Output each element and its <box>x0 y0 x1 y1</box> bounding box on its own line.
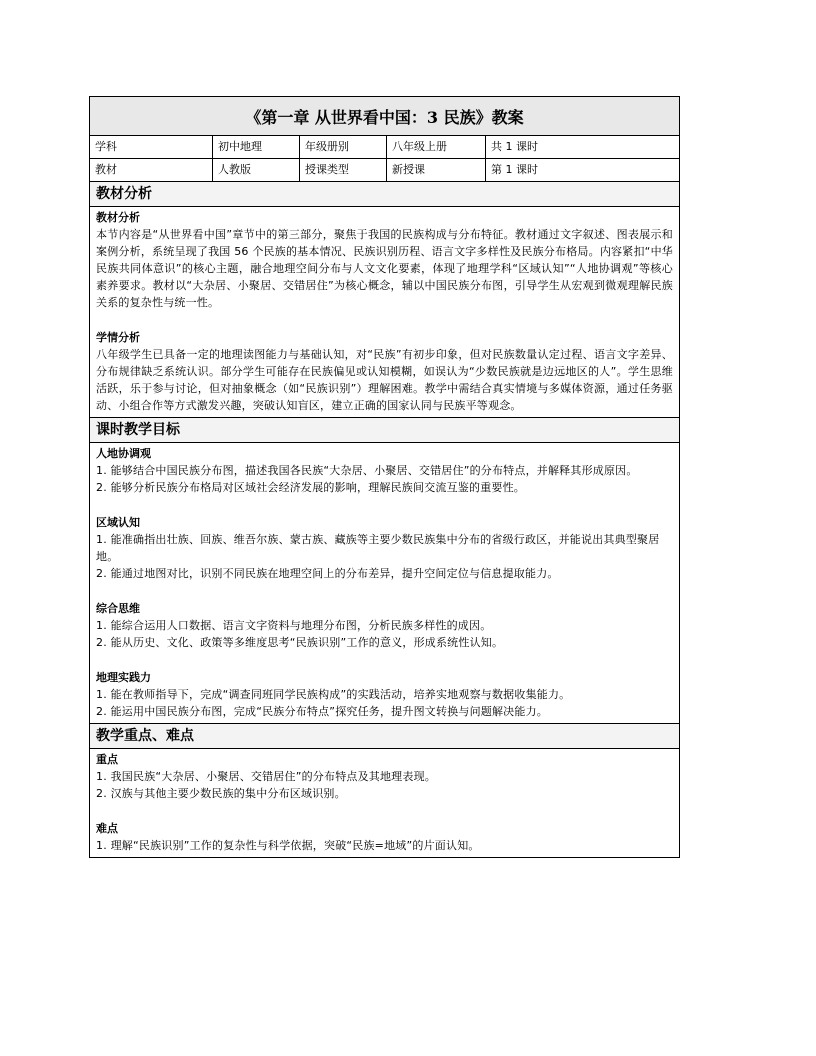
list-item: 1. 能在教师指导下，完成“调查同班同学民族构成”的实践活动，培养实地观察与数据收集能力。 <box>96 688 571 701</box>
document-title: 《第一章 从世界看中国：3 民族》教案 <box>90 97 679 136</box>
section-heading-key-points: 教学重点、难点 <box>90 724 679 749</box>
paragraph: 八年级学生已具备一定的地理读图能力与基础认知，对“民族”有初步印象，但对民族数量认定过程、语言文字差异、分布规律缺乏系统认识。部分学生可能存在民族偏见或认知模糊，如误认为“少数民族就是边远地区的人”。学生思维活跃，乐于参与讨论，但对抽象概念（如“民族识别”）理解困难。教学中需结合真实情境与多媒体资源，通过任务驱动、小组合作等方式激发兴趣，突破认知盲区，建立正确的国家认同与民族平等观念。 <box>96 348 673 412</box>
section-body-textbook-analysis <box>90 207 679 418</box>
subheading: 区域认知 <box>96 516 140 529</box>
section-heading-objectives: 课时教学目标 <box>90 418 679 443</box>
list-item: 2. 能通过地图对比，识别不同民族在地理空间上的分布差异，提升空间定位与信息提取能力。 <box>96 567 559 580</box>
info-cell: 人教版 <box>213 159 300 181</box>
section-body-key-points <box>90 749 679 857</box>
list-item: 2. 能运用中国民族分布图，完成“民族分布特点”探究任务，提升图文转换与问题解决能力。 <box>96 705 548 718</box>
info-cell: 共 1 课时 <box>491 140 538 153</box>
info-row-2 <box>90 159 679 182</box>
subheading: 学情分析 <box>96 331 140 344</box>
info-cell: 教材 <box>90 159 213 181</box>
info-cell: 初中地理 <box>213 136 300 158</box>
paragraph: 本节内容是“从世界看中国”章节中的第三部分，聚焦于我国的民族构成与分布特征。教材通过文字叙述、图表展示和案例分析，系统呈现了我国 56 个民族的基本情况、民族识别历程、语言文字多样性及民族分布格局。内容紧扣“中华民族共同体意识”的核心主题，融合地理空间分布与人文文化要素，体现了地理学科“区域认知”“人地协调观”等核心素养要求。教材以“大杂居、小聚居、交错居住”为核心概念，辅以中国民族分布图，引导学生从宏观到微观理解民族关系的复杂性与统一性。 <box>96 228 673 309</box>
info-cell: 学科 <box>90 136 213 158</box>
info-cell: 新授课 <box>387 159 486 181</box>
lesson-plan-table <box>89 96 680 858</box>
section-heading-textbook-analysis: 教材分析 <box>90 182 679 207</box>
list-item: 2. 汉族与其他主要少数民族的集中分布区域识别。 <box>96 787 346 800</box>
section-body-objectives <box>90 443 679 724</box>
spacer <box>96 496 673 513</box>
subheading: 综合思维 <box>96 602 140 615</box>
info-cell: 第 1 课时 <box>491 163 538 176</box>
spacer <box>96 311 673 328</box>
list-item: 1. 我国民族“大杂居、小聚居、交错居住”的分布特点及其地理表现。 <box>96 770 436 783</box>
spacer <box>96 651 673 668</box>
info-cell: 授课类型 <box>300 159 387 181</box>
subheading: 地理实践力 <box>96 671 151 684</box>
list-item: 1. 能够结合中国民族分布图，描述我国各民族“大杂居、小聚居、交错居住”的分布特点，并解释其形成原因。 <box>96 464 638 477</box>
spacer <box>96 802 673 819</box>
subheading: 难点 <box>96 822 118 835</box>
info-row-1 <box>90 136 679 159</box>
list-item: 1. 能综合运用人口数据、语言文字资料与地理分布图，分析民族多样性的成因。 <box>96 619 492 632</box>
subheading: 重点 <box>96 753 118 766</box>
list-item: 1. 理解“民族识别”工作的复杂性与科学依据，突破“民族=地域”的片面认知。 <box>96 839 480 852</box>
subheading: 人地协调观 <box>96 447 151 460</box>
list-item: 2. 能够分析民族分布格局对区域社会经济发展的影响，理解民族间交流互鉴的重要性。 <box>96 481 525 494</box>
info-cell: 八年级上册 <box>387 136 486 158</box>
list-item: 2. 能从历史、文化、政策等多维度思考“民族识别”工作的意义，形成系统性认知。 <box>96 636 504 649</box>
list-item: 1. 能准确指出壮族、回族、维吾尔族、蒙古族、藏族等主要少数民族集中分布的省级行政区，并能说出其典型聚居地。 <box>96 533 660 563</box>
spacer <box>96 582 673 599</box>
info-cell: 年级册别 <box>300 136 387 158</box>
subheading: 教材分析 <box>96 211 140 224</box>
